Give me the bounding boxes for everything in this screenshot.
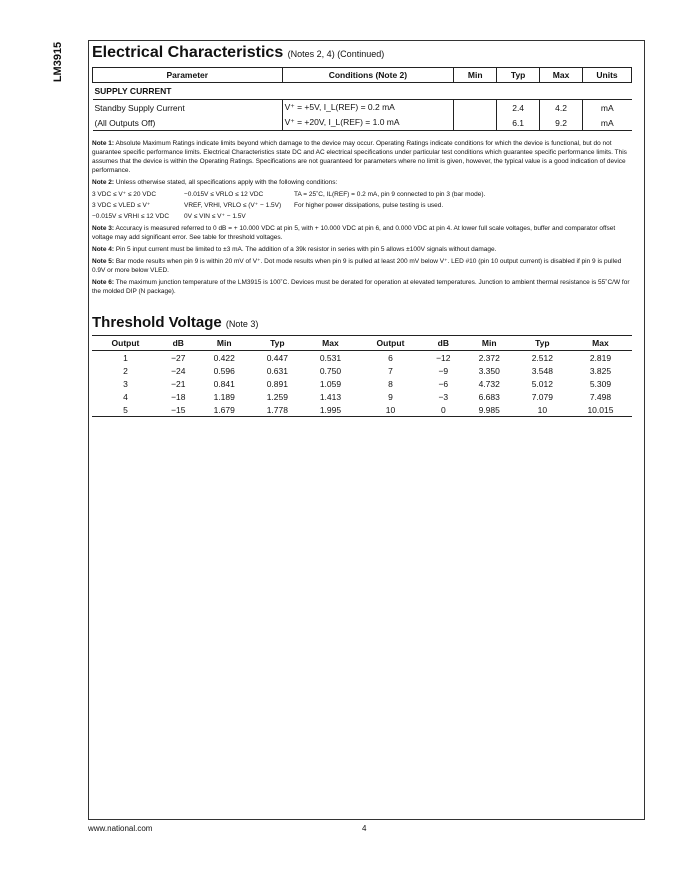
tv-cell: 9.985 xyxy=(463,403,516,417)
tv-cell: −15 xyxy=(159,403,198,417)
tv-cell: 3.548 xyxy=(531,365,553,376)
content xyxy=(92,44,632,417)
ec-cell-cond: V⁺ = +20V, I_L(REF) = 1.0 mA xyxy=(282,115,454,131)
tv-cell: 0 xyxy=(424,403,463,417)
ec-cell-typ: 2.4 xyxy=(497,100,540,116)
tv-cell: 0.841 xyxy=(213,378,235,389)
ec-header-3: Typ xyxy=(497,68,540,83)
ec-cell-units: mA xyxy=(583,100,632,116)
tv-row xyxy=(92,364,632,377)
tv-cell: 0.531 xyxy=(319,352,342,363)
tv-header-6: dB xyxy=(424,336,463,351)
tv-cell: 10 xyxy=(516,403,569,417)
tv-row xyxy=(92,377,632,390)
tv-cell: 1.778 xyxy=(251,403,304,417)
tv-cell: 0.891 xyxy=(266,378,288,389)
tv-cell: 1 xyxy=(123,352,128,363)
ec-header-1: Conditions (Note 2) xyxy=(282,68,454,83)
tv-cell: 1.995 xyxy=(304,403,357,417)
tv-cell: 6.683 xyxy=(478,391,500,402)
tv-cell: 5 xyxy=(92,403,159,417)
tv-cell: 1.259 xyxy=(266,391,288,402)
ec-row xyxy=(93,100,632,116)
ec-cell-typ: 6.1 xyxy=(497,115,540,131)
tv-cell: −9 xyxy=(438,365,449,376)
tv-cell: −6 xyxy=(438,378,449,389)
tv-header-5: Output xyxy=(357,336,424,351)
tv-cell: 0.447 xyxy=(266,352,288,363)
ec-table xyxy=(92,67,632,131)
tv-cell: 10 xyxy=(357,403,424,417)
tv-cell: −12 xyxy=(436,352,451,363)
tv-cell: 0.422 xyxy=(213,352,235,363)
tv-header-7: Min xyxy=(463,336,516,351)
side-label: LM3915 xyxy=(52,41,65,83)
ec-cell-param: Standby Supply Current xyxy=(94,102,185,113)
tv-header-2: Min xyxy=(198,336,251,351)
footer-site: www.national.com xyxy=(88,824,153,833)
tv-header-9: Max xyxy=(569,336,632,351)
tv-cell: 2 xyxy=(123,365,128,376)
tv-cell: 6 xyxy=(388,352,393,363)
ec-header-4: Max xyxy=(540,68,583,83)
ec-header-2: Min xyxy=(454,68,497,83)
tv-cell: 0.596 xyxy=(213,365,235,376)
notes: Note 1: Absolute Maximum Ratings indicate limits beyond which damage to the device may occur. Operating Ratings indicate conditions for which the device is functional, but do not guarantee specific performance limits. Electrical Characteristics state DC and AC electrical specifications under particular test conditions which guarantee specific performance limits. This assumes that the device is within the Operating Ratings. Specifications are not guaranteed for parameters where no limit is given, however, the typical value is a good indication of device performance. Note 2: Unless otherwise stated, all specifications apply with the following conditions: 3 VDC ≤ V⁺ ≤ 20 VDC −0.015V ≤ VRLO ≤ 12 VDC TA = 25˚C, IL(REF) = 0.2 mA, pin 9 connected to pin 3 (bar mode). 3 VDC ≤ VLED ≤ V⁺ VREF, VRHI, VRLO ≤ (V⁺ − 1.5V) For higher power dissipations, pulse testing is used. −0.015V ≤ VRHI ≤ 12 VDC 0V ≤ VIN ≤ V⁺ − 1.5V Note 3: Accuracy is measured referred to 0 dB = + 10.000 VDC at pin 5, with + 10.000 VDC at pin 6, and 0.000 VDC at pin 4. At lower full scale voltages, buffer and comparator offset voltage may add significant error. See table for threshold voltages. Note 4: Pin 5 input current must be limited to ±3 mA. The addition of a 39k resistor in series with pin 5 allows ±100V signals without damage. Note 5: Bar mode results when pin 9 is within 20 mV of V⁺. Dot mode results when pin 9 is pulled at least 200 mV below V⁺. LED #10 (pin 10 output current) is disabled if pin 9 is pulled 0.9V or more below VLED. Note 6: The maximum junction temperature of the LM3915 is 100˚C. Devices must be derated for operation at elevated temperatures. Junction to ambient thermal resistance is 55˚C/W for the molded DIP (N package). xyxy=(92,140,630,295)
ec-cell-units: mA xyxy=(583,115,632,131)
tv-cell: 7.079 xyxy=(531,391,553,402)
tv-cell: 4 xyxy=(123,391,128,402)
tv-cell: 7 xyxy=(388,365,393,376)
tv-cell: 9 xyxy=(388,391,393,402)
ec-section-label: SUPPLY CURRENT xyxy=(93,83,632,100)
ec-title: Electrical Characteristics (Notes 2, 4) (Continued) xyxy=(92,44,385,61)
page-number: 4 xyxy=(362,824,367,833)
ec-cell-min xyxy=(454,115,497,131)
tv-cell: −27 xyxy=(171,352,186,363)
tv-header-8: Typ xyxy=(516,336,569,351)
tv-cell: −24 xyxy=(171,365,186,376)
tv-cell: 3.825 xyxy=(589,365,612,376)
tv-cell: 1.059 xyxy=(319,378,342,389)
tv-header-0: Output xyxy=(92,336,159,351)
tv-cell: 5.012 xyxy=(531,378,553,389)
tv-table xyxy=(92,335,632,417)
tv-row xyxy=(92,403,632,417)
tv-cell: −18 xyxy=(171,391,186,402)
ec-header-0: Parameter xyxy=(93,68,283,83)
tv-cell: 1.679 xyxy=(198,403,251,417)
tv-cell: 0.631 xyxy=(266,365,288,376)
tv-cell: −3 xyxy=(438,391,449,402)
tv-row xyxy=(92,351,632,365)
tv-cell: 1.189 xyxy=(213,391,235,402)
tv-row xyxy=(92,390,632,403)
tv-cell: 2.372 xyxy=(478,352,500,363)
tv-header-1: dB xyxy=(159,336,198,351)
ec-row xyxy=(93,115,632,131)
ec-cell-max: 9.2 xyxy=(540,115,583,131)
tv-cell: 10.015 xyxy=(569,403,632,417)
tv-header-4: Max xyxy=(304,336,357,351)
tv-header-3: Typ xyxy=(251,336,304,351)
tv-cell: 2.512 xyxy=(531,352,553,363)
tv-cell: 8 xyxy=(388,378,393,389)
tv-cell: 0.750 xyxy=(319,365,342,376)
ec-header-5: Units xyxy=(583,68,632,83)
ec-cell-min xyxy=(454,100,497,116)
ec-cell-cond: V⁺ = +5V, I_L(REF) = 0.2 mA xyxy=(282,100,454,116)
tv-cell: 7.498 xyxy=(589,391,612,402)
ec-cell-max: 4.2 xyxy=(540,100,583,116)
ec-cell-param: (All Outputs Off) xyxy=(93,115,283,131)
tv-title: Threshold Voltage (Note 3) xyxy=(92,314,259,331)
tv-cell: 3 xyxy=(123,378,128,389)
tv-cell: 4.732 xyxy=(478,378,500,389)
tv-cell: 2.819 xyxy=(589,352,612,363)
tv-cell: 3.350 xyxy=(478,365,500,376)
footer xyxy=(88,824,643,833)
tv-cell: −21 xyxy=(171,378,186,389)
tv-cell: 5.309 xyxy=(589,378,612,389)
tv-cell: 1.413 xyxy=(319,391,342,402)
